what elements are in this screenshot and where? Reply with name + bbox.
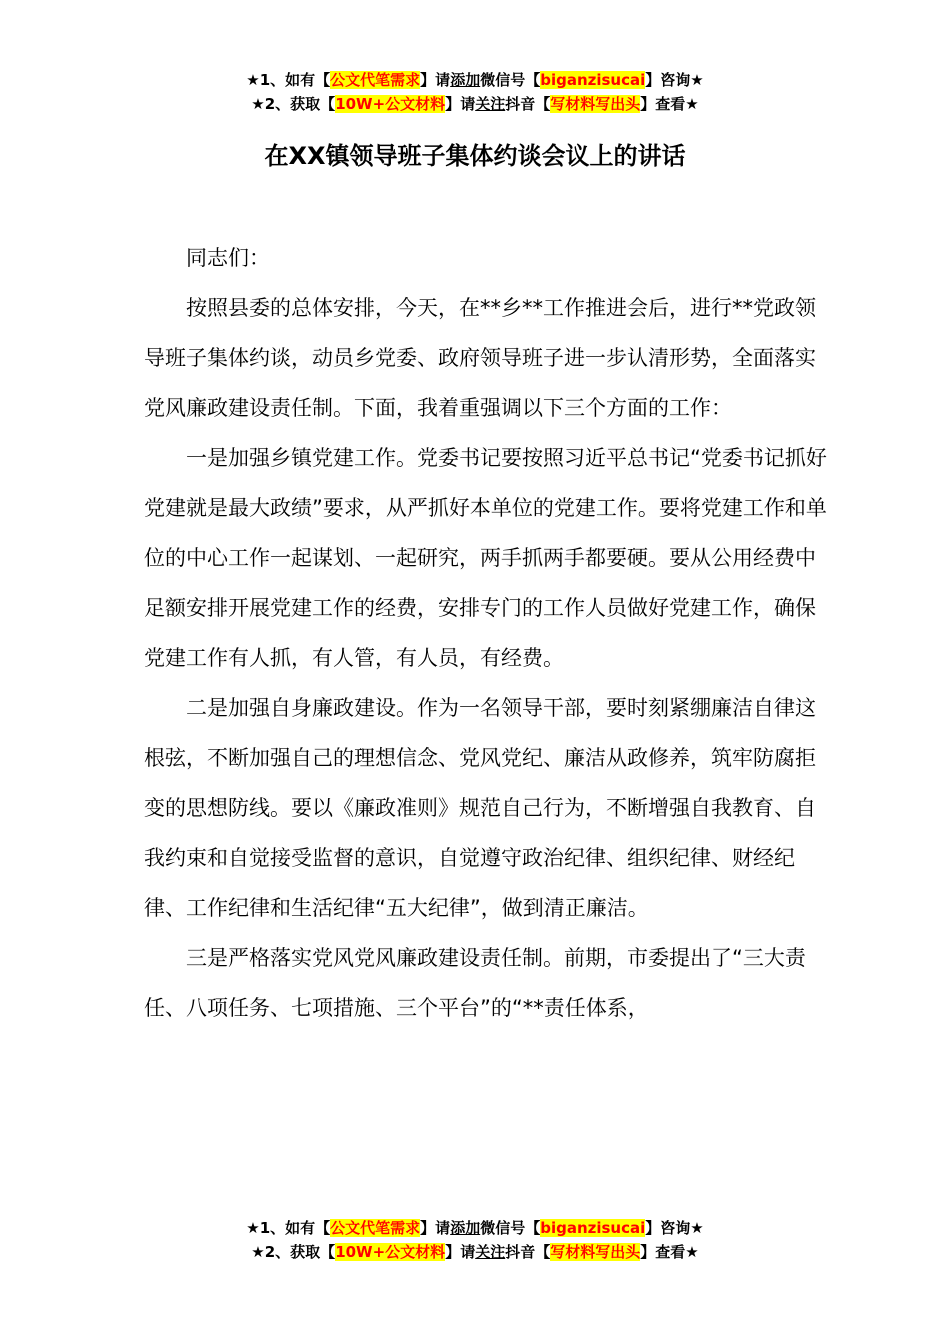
body-paragraph: 按照县委的总体安排，今天，在**乡**工作推进会后，进行**党政领导班子集体约谈，动员乡党委、政府领导班子进一步认清形势，全面落实党风廉政建设责任制。下面，我着重强调以下三个方面的工作： bbox=[144, 296, 816, 420]
salutation: 同志们： bbox=[186, 246, 270, 270]
document-title: 在XX镇领导班子集体约谈会议上的讲话 bbox=[264, 142, 686, 170]
banner-highlight: biganzisucai bbox=[540, 71, 646, 89]
banner-text: ★1、如有【 bbox=[246, 71, 331, 89]
banner-text: 】查看★ bbox=[640, 95, 699, 113]
banner-underline: 添加 bbox=[450, 1219, 481, 1237]
footer-banner bbox=[0, 1216, 950, 1264]
header-banner bbox=[0, 68, 950, 116]
banner-highlight: 10W+公文材料 bbox=[335, 1243, 446, 1261]
banner-line-1 bbox=[0, 1216, 950, 1240]
banner-underline: 添加 bbox=[450, 71, 481, 89]
banner-text: 微信号【 bbox=[480, 1219, 541, 1237]
banner-text: 微信号【 bbox=[480, 71, 541, 89]
banner-text: 】查看★ bbox=[640, 1243, 699, 1261]
document-body bbox=[144, 233, 834, 1033]
banner-text: 】请 bbox=[445, 95, 476, 113]
banner-underline: 关注 bbox=[475, 95, 506, 113]
banner-text: 】咨询★ bbox=[645, 1219, 704, 1237]
banner-text: 】请 bbox=[420, 1219, 451, 1237]
banner-text: ★2、获取【 bbox=[251, 1243, 336, 1261]
banner-text: 抖音【 bbox=[505, 95, 551, 113]
banner-highlight: 公文代笔需求 bbox=[330, 1219, 421, 1237]
banner-text: 】请 bbox=[420, 71, 451, 89]
body-paragraph: 一是加强乡镇党建工作。党委书记要按照习近平总书记“党委书记抓好党建就是最大政绩”要求，从严抓好本单位的党建工作。要将党建工作和单位的中心工作一起谋划、一起研究，两手抓两手都要硬。要从公用经费中足额安排开展党建工作的经费，安排专门的工作人员做好党建工作，确保党建工作有人抓，有人管，有人员，有经费。 bbox=[144, 446, 827, 670]
banner-highlight: 10W+公文材料 bbox=[335, 95, 446, 113]
banner-text: ★1、如有【 bbox=[246, 1219, 331, 1237]
banner-highlight: 写材料写出头 bbox=[550, 1243, 641, 1261]
banner-highlight: biganzisucai bbox=[540, 1219, 646, 1237]
banner-line-2 bbox=[0, 1240, 950, 1264]
banner-text: ★2、获取【 bbox=[251, 95, 336, 113]
banner-text: 】咨询★ bbox=[645, 71, 704, 89]
banner-highlight: 公文代笔需求 bbox=[330, 71, 421, 89]
banner-line-2 bbox=[0, 92, 950, 116]
banner-line-1 bbox=[0, 68, 950, 92]
banner-text: 抖音【 bbox=[505, 1243, 551, 1261]
body-paragraph: 三是严格落实党风党风廉政建设责任制。前期，市委提出了“三大责任、八项任务、七项措施、三个平台”的“**责任体系， bbox=[144, 946, 806, 1020]
banner-text: 】请 bbox=[445, 1243, 476, 1261]
banner-underline: 关注 bbox=[475, 1243, 506, 1261]
body-paragraph: 二是加强自身廉政建设。作为一名领导干部，要时刻紧绷廉洁自律这根弦，不断加强自己的理想信念、党风党纪、廉洁从政修养，筑牢防腐拒变的思想防线。要以《廉政准则》规范自己行为，不断增强自我教育、自我约束和自觉接受监督的意识，自觉遵守政治纪律、组织纪律、财经纪律、工作纪律和生活纪律“五大纪律”，做到清正廉洁。 bbox=[144, 696, 816, 920]
banner-highlight: 写材料写出头 bbox=[550, 95, 641, 113]
